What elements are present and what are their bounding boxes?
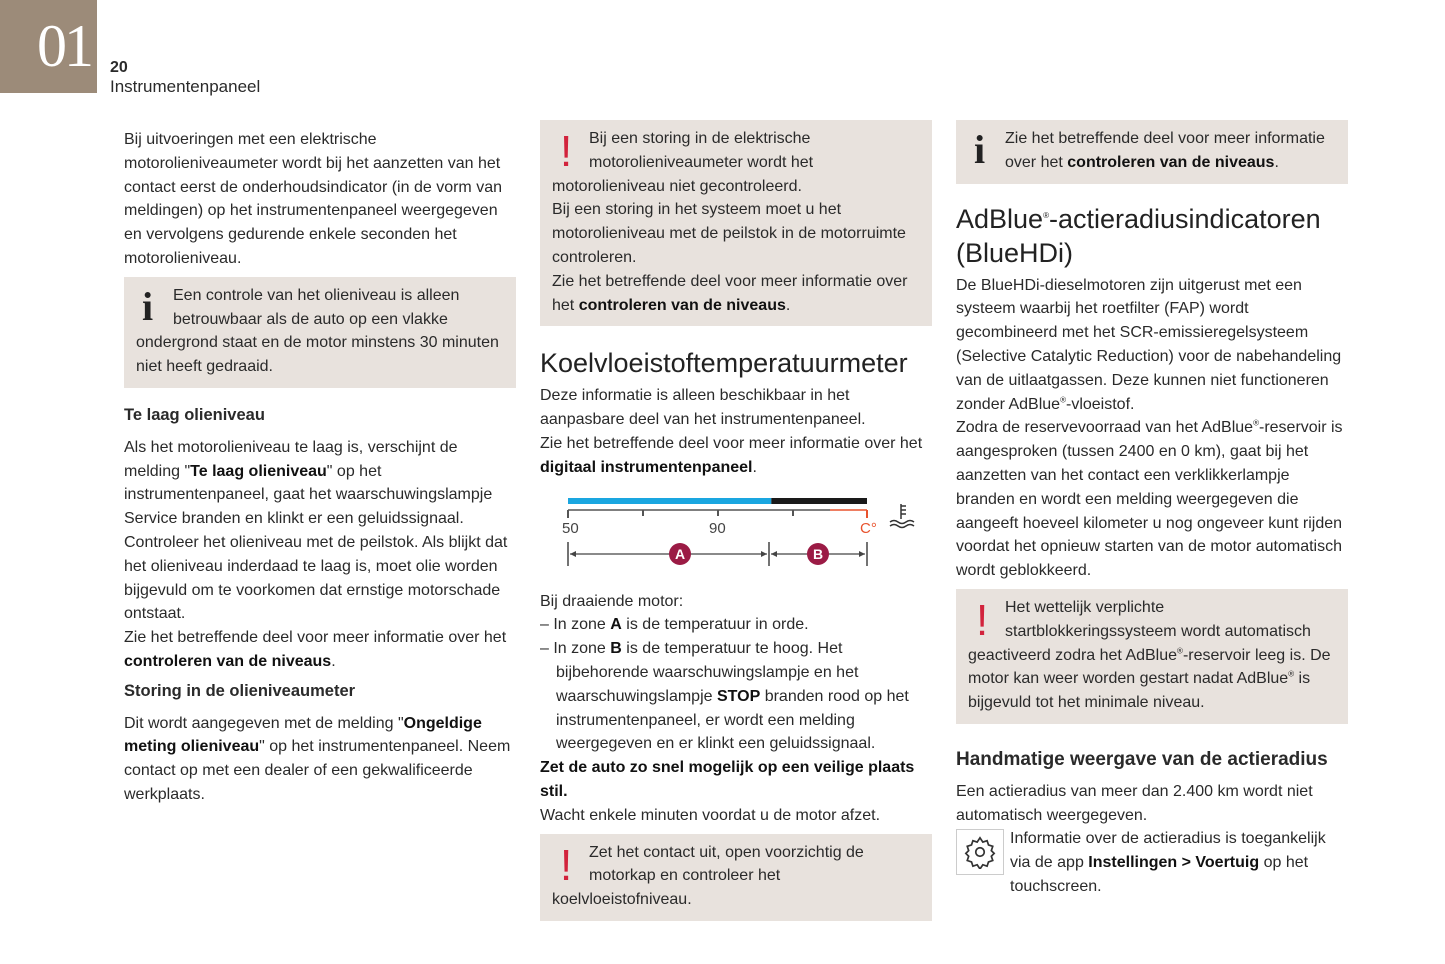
zone-a-label: A [674, 545, 686, 562]
text-run: is bijgevuld tot het minimale niveau. [968, 670, 1311, 712]
manual-range-paragraph [956, 780, 1348, 828]
warning-box-coolant [540, 834, 932, 921]
bold-text: controleren van de niveaus [124, 652, 332, 670]
bold-text: A [610, 616, 622, 634]
bold-text: digitaal instrumentenpaneel [540, 458, 753, 476]
gauge-unit-label: C° [860, 519, 877, 537]
text-run: op het touchscreen. [1010, 854, 1309, 895]
coolant-temperature-icon [890, 504, 914, 528]
info-box [956, 120, 1348, 184]
bold-text: STOP [716, 687, 761, 705]
bold-text: Te laag olieniveau [190, 462, 327, 480]
chapter-number: 01 [0, 0, 97, 93]
gauge-svg [540, 486, 932, 578]
warning-box [956, 589, 1348, 724]
warning-text-3 [552, 270, 920, 318]
settings-note-text [956, 827, 1348, 898]
text-run: Zie het betreffende deel voor meer informatie over het [1005, 130, 1325, 171]
text-run: Zie het betreffende deel voor meer informatie over het [124, 629, 507, 647]
column-1 [124, 128, 516, 807]
heading-gauge-fault: Storing in de olieniveaumeter [124, 681, 356, 700]
coolant-paragraph [540, 384, 932, 432]
text-run: branden rood op het instrumentenpaneel, er wordt een melding weergegeven en er klinkt een geluidssignaal. [556, 687, 909, 753]
text-run: Een controle van het olieniveau is alleen betrouwbaar als de auto op een vlakke ondergrond staat en de motor minstens 30 minuten niet heeft gedraaid. [136, 286, 499, 376]
zone-b-item [540, 637, 932, 756]
adblue-paragraph [956, 274, 1348, 417]
warning-text [552, 127, 920, 198]
text-run: Zie het betreffende deel voor meer informatie over het [552, 272, 908, 314]
text-run: Zodra de reservevoorraad van het AdBlue [956, 419, 1254, 437]
warning-text [552, 841, 920, 912]
text-run: Bij een storing in het systeem moet u het motorolieniveau met de peilstok in de motorruimte controleren. [552, 201, 906, 266]
registered-mark: ® [1177, 646, 1183, 656]
coolant-reference [540, 432, 932, 480]
gauge-min-label: 50 [562, 519, 579, 537]
warning-box [540, 120, 932, 326]
gear-icon [956, 829, 1004, 875]
page-number: 20 [110, 59, 128, 76]
gauge-high-bar [771, 498, 867, 504]
zone-a-item [540, 613, 932, 637]
text-run: Wacht enkele minuten voordat u de motor afzet. [540, 806, 881, 824]
text-run: -vloeistof. [1065, 395, 1135, 413]
info-box [124, 277, 516, 388]
text-run: Dit wordt aangegeven met de melding " [124, 714, 404, 732]
text-run: -actieradiusindicatoren (BlueHDi) [956, 203, 1321, 268]
adblue-paragraph-2 [956, 416, 1348, 583]
stop-instruction [540, 756, 932, 804]
zone-b-label: B [812, 545, 824, 562]
coolant-gauge-diagram [540, 486, 932, 578]
wait-instruction [540, 804, 932, 828]
text-run: De BlueHDi-dieselmotoren zijn uitgerust met een systeem waarbij het roetfilter (FAP) wordt gecombineerd met het SCR-emissieregelsysteem (Selective Catalytic Reduction) voor de nabehandeling van de uitlaatgassen. Deze kunnen niet functioneren zonder AdBlue [956, 276, 1342, 413]
text-run: Zet het contact uit, open voorzichtig de motorkap en controleer het koelvloeistofniveau. [552, 843, 864, 909]
warning-icon: ! [560, 840, 573, 890]
text-run: Als het motorolieniveau te laag is, verschijnt de melding " [124, 438, 458, 480]
text-run: " op het instrumentenpaneel. Neem contact op met een dealer of een gekwalificeerde werkplaats. [124, 738, 511, 803]
bold-text: Zet de auto zo snel mogelijk op een veilige plaats stil. [540, 759, 915, 800]
low-oil-paragraph [124, 436, 516, 626]
text-run: Deze informatie is alleen beschikbaar in het aanpasbare deel van het instrumentenpaneel. [540, 387, 866, 429]
registered-mark: ® [1043, 210, 1049, 220]
warning-text [968, 596, 1336, 715]
column-2 [540, 120, 932, 921]
bold-text: controleren van de niveaus [1067, 153, 1275, 171]
gauge-mid-label: 90 [709, 519, 726, 537]
heading-low-oil: Te laag olieniveau [124, 405, 265, 424]
text-run: " op het instrumentenpaneel, gaat het waarschuwingslampje Service branden en klinkt er een geluidssignaal. Controleer het olieniveau met de peilstok. Als blijkt dat het olieniveau inderdaad te laag is, moet olie worden bijgevuld om te voorkomen dat ernstige motorschade ontstaat. [124, 462, 508, 623]
bold-text: B [610, 640, 622, 658]
gauge-fault-paragraph [124, 712, 516, 807]
registered-mark: ® [1253, 419, 1259, 429]
running-engine-label: Bij draaiende motor: [540, 592, 684, 610]
registered-mark: ® [1060, 395, 1066, 405]
heading-manual-range: Handmatige weergave van de actieradius [956, 748, 1328, 770]
info-text [136, 284, 504, 379]
settings-note [956, 827, 1348, 898]
section-title: Instrumentenpaneel [110, 77, 261, 96]
text-run: -reservoir is aangesproken (tussen 2400 en 0 km), gaat bij het aanzetten van het contact een verklikkerlampje branden en wordt een melding weergegeven die aangeeft hoeveel kilometer u nog ongeveer kunt rijden voordat het opnieuw starten van de motor automatisch wordt geblokkeerd. [956, 419, 1343, 580]
text-run: – In zone [540, 640, 611, 658]
text-run: is de temperatuur in orde. [621, 616, 809, 634]
text-run: -reservoir leeg is. De motor kan weer worden gestart nadat AdBlue [968, 646, 1331, 688]
text-run: Bij uitvoeringen met een elektrische motorolieniveaumeter wordt bij het aanzetten van het contact eerst de onderhoudsindicator (in de vorm van meldingen) op het instrumentenpaneel weergegeven en vervolgens gedurende enkele seconden het motorolieniveau. [124, 131, 502, 267]
text-run: . [785, 296, 791, 314]
heading-adblue [956, 202, 1348, 270]
text-run: Zie het betreffende deel voor meer informatie over het [540, 434, 923, 452]
bold-text: Instellingen > Voertuig [1088, 854, 1260, 872]
text-run: . [752, 458, 757, 476]
info-icon: i [142, 283, 154, 329]
warning-text-2 [552, 198, 920, 269]
text-run: . [1274, 153, 1279, 171]
text-run: AdBlue [956, 203, 1044, 234]
warning-icon: ! [976, 595, 989, 645]
heading-coolant: Koelvloeistoftemperatuurmeter [540, 348, 908, 379]
warning-icon: ! [560, 127, 573, 176]
text-run: – In zone [540, 616, 611, 634]
text-run: is de temperatuur te hoog. Het bijbehorende waarschuwingslampje en het waarschuwingslampje [556, 640, 859, 705]
column-3 [956, 120, 1348, 899]
intro-paragraph [124, 128, 516, 271]
gauge-normal-bar [568, 498, 771, 504]
text-run: Informatie over de actieradius is toegankelijk via de app [1010, 830, 1326, 872]
info-icon: i [974, 127, 986, 172]
info-text [968, 127, 1336, 175]
bold-text: controleren van de niveaus [578, 296, 786, 314]
text-run: Een actieradius van meer dan 2.400 km wordt niet automatisch weergegeven. [956, 782, 1313, 824]
text-run: Het wettelijk verplichte startblokkeringssysteem wordt automatisch geactiveerd zodra het AdBlue [968, 598, 1311, 664]
low-oil-reference [124, 626, 516, 674]
registered-mark: ® [1288, 670, 1295, 680]
text-run: Bij een storing in de elektrische motorolieniveaumeter wordt het motorolieniveau niet gecontroleerd. [552, 130, 814, 195]
text-run: . [331, 652, 336, 670]
bold-text: Ongeldige meting olieniveau [124, 714, 482, 756]
